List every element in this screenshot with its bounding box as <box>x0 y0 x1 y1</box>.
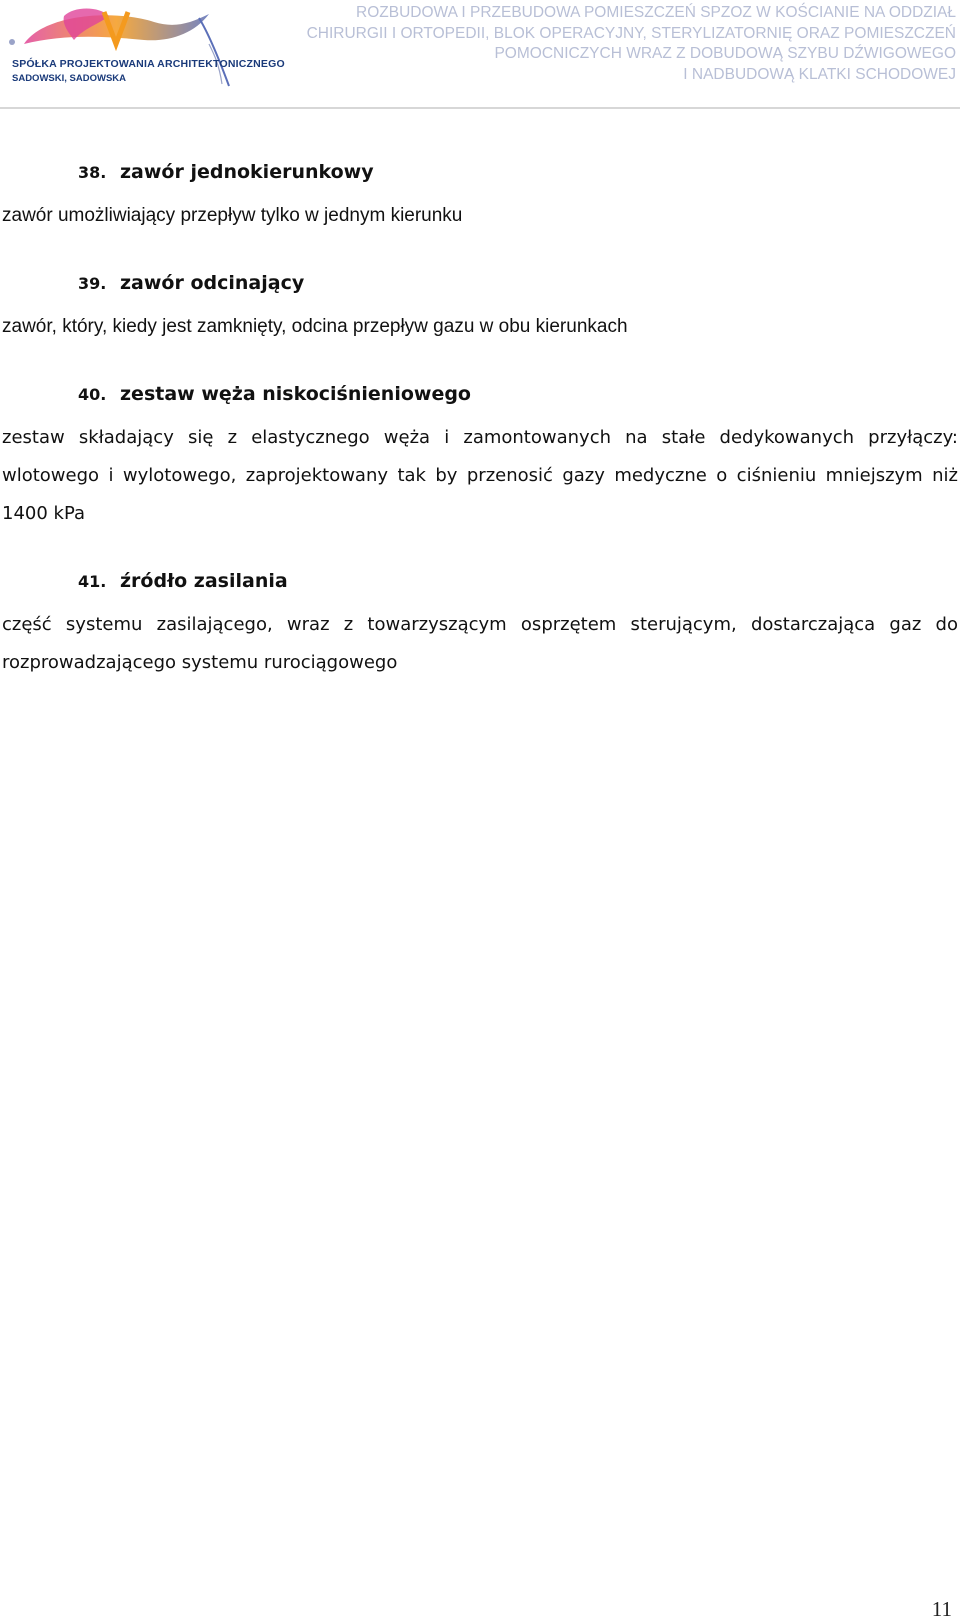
definition-number: 39. <box>78 274 107 293</box>
header-divider <box>0 107 960 109</box>
definition-term <box>0 271 958 296</box>
definitions-list <box>0 160 958 718</box>
project-title-line: CHIRURGII I ORTOPEDII, BLOK OPERACYJNY, STERYLIZATORNIĘ ORAZ POMIESZCZEŃ <box>306 24 956 42</box>
definition-description: część systemu zasilającego, wraz z towarzyszącym osprzętem sterującym, dostarczająca gaz do rozprowadzającego systemu rurociągowego <box>2 614 958 673</box>
logo-owners: SADOWSKI, SADOWSKA <box>12 73 126 84</box>
definition-number: 38. <box>78 163 107 182</box>
definition-description: zawór umożliwiający przepływ tylko w jednym kierunku <box>2 205 463 226</box>
definition-term <box>0 160 958 185</box>
definition-item <box>0 160 958 235</box>
definition-term-text: zestaw węża niskociśnieniowego <box>120 383 471 405</box>
definition-item <box>0 569 958 682</box>
definition-term <box>0 569 958 594</box>
project-title-line: POMOCNICZYCH WRAZ Z DOBUDOWĄ SZYBU DŹWIGOWEGO <box>494 45 956 62</box>
definition-number: 41. <box>78 572 107 591</box>
page-header <box>0 0 960 110</box>
definition-item <box>0 382 958 533</box>
project-title-line: I NADBUDOWĄ KLATKI SCHODOWEJ <box>683 65 956 83</box>
company-logo <box>4 4 285 96</box>
page-number: 11 <box>931 1597 952 1621</box>
logo-company-name: SPÓŁKA PROJEKTOWANIA ARCHITEKTONICZNEGO <box>12 58 285 70</box>
project-title <box>256 3 956 85</box>
project-title-line: ROZBUDOWA I PRZEBUDOWA POMIESZCZEŃ SPZOZ W KOŚCIANIE NA ODDZIAŁ <box>356 4 956 21</box>
definition-description: zestaw składający się z elastycznego węża i zamontowanych na stałe dedykowanych przyłączy: wlotowego i wylotowego, zaprojektowany tak by przenosić gazy medyczne o ciśnieniu mniejszym niż 1400 kPa <box>2 427 958 524</box>
definition-description: zawór, który, kiedy jest zamknięty, odcina przepływ gazu w obu kierunkach <box>2 316 628 337</box>
definition-term-text: zawór jednokierunkowy <box>120 161 374 183</box>
definition-item <box>0 271 958 346</box>
definition-term <box>0 382 958 407</box>
definition-term-text: źródło zasilania <box>120 570 288 592</box>
definition-number: 40. <box>78 385 107 404</box>
definition-term-text: zawór odcinający <box>120 272 305 294</box>
